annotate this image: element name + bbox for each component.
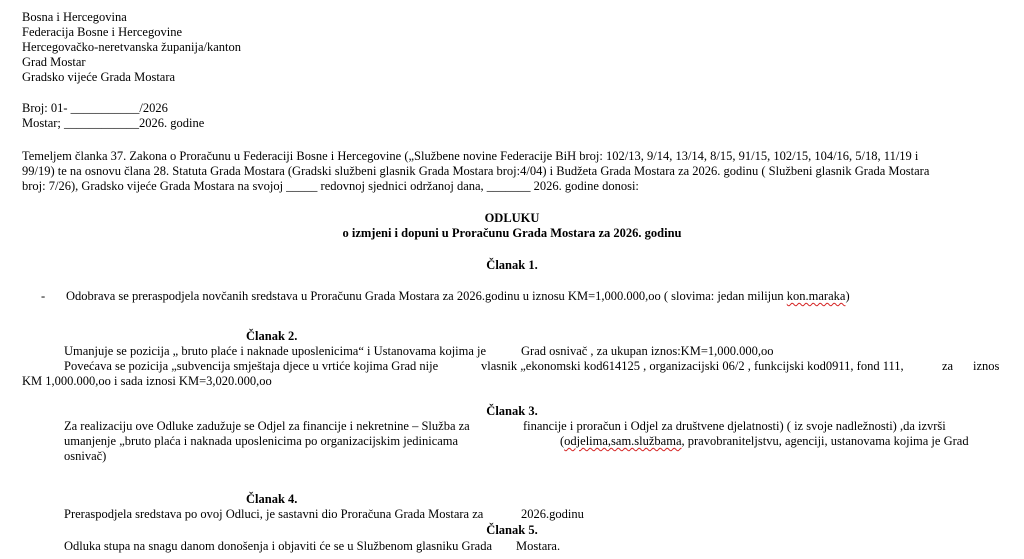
clanak-2-line-2d: iznos [973,359,1000,373]
clanak-4-line-1b: 2026.godinu [521,507,584,521]
clanak-2-line-2c: za [942,359,954,373]
clanak-2-line-1a: Umanjuje se pozicija „ bruto plaće i naknade uposlenicima“ i Ustanovama kojima je [64,344,487,358]
clanak-3-spellcheck: odjelima,sam.službama [564,434,682,448]
preamble-line-2: 99/19) te na osnovu člana 28. Statuta Grada Mostara (Gradski službeni glasnik Grada Mostara broj:4/04) i Budžeta Grada Mostara za 2026. godinu ( Službeni glasnik Grada Mostara [22,164,930,178]
clanak-4-heading: Članak 4. [246,492,298,506]
preamble-line-1: Temeljem članka 37. Zakona o Proračunu u Federaciji Bosne i Hercegovine („Službene novine Federacije BiH broj: 102/13, 9/14, 13/14, 8/15, 91/15, 102/15, 104/16, 5/18, 11/19 i [22,149,919,163]
clanak-1-text-c: ) [845,289,850,303]
clanak-1-text-spellcheck: kon.maraka [786,289,846,303]
clanak-2-line-2b: vlasnik „ekonomski kod614125 , organizacijski 06/2 , funkcijski kod0911, fond 111, [481,359,904,373]
clanak-3-line-1a: Za realizaciju ove Odluke zadužuje se Odjel za financije i nekretnine – Služba za [64,419,470,433]
clanak-3-heading: Članak 3. [486,404,538,418]
clanak-5-line-1b: Mostara. [516,539,561,553]
clanak-2-line-3: KM 1,000.000,oo i sada iznosi KM=3,020.000,oo [22,374,272,388]
clanak-5-line-1a: Odluka stupa na snagu danom donošenja i objaviti će se u Službenom glasniku Grada [64,539,493,553]
clanak-1-heading: Članak 1. [486,258,538,272]
clanak-3-line-1b: financije i proračun i Odjel za društvene djelatnosti) ( iz svoje nadležnosti) ,da izvrši [523,419,946,433]
broj-line: Broj: 01- ___________/2026 [22,101,168,115]
clanak-4-line-1a: Preraspodjela sredstava po ovoj Odluci, je sastavni dio Proračuna Grada Mostara za [64,507,484,521]
clanak-1-text [66,289,850,304]
header-line-3: Hercegovačko-neretvanska županija/kanton [22,40,241,54]
preamble-line-3: broj: 7/26), Gradsko vijeće Grada Mostara na svojoj _____ redovnoj sjednici održanoj dana, _______ 2026. godine donosi: [22,179,639,193]
clanak-2-line-1b: Grad osnivač , za ukupan iznos:KM=1,000.000,oo [521,344,774,358]
clanak-2-heading: Članak 2. [246,329,298,343]
mjesto-datum-line: Mostar; ____________2026. godine [22,116,205,130]
header-line-5: Gradsko vijeće Grada Mostara [22,70,176,84]
clanak-3-line-3: osnivač) [64,449,107,463]
document-title: ODLUKU [484,211,540,225]
clanak-1-bullet: - [41,289,46,303]
header-line-4: Grad Mostar [22,55,86,69]
header-line-2: Federacija Bosne i Hercegovine [22,25,183,39]
clanak-3-paren: ( [560,434,565,448]
clanak-3-line-2a: umanjenje „bruto plaća i naknada uposlenicima po organizacijskim jedinicama [64,434,459,448]
clanak-2-line-2a: Povećava se pozicija „subvencija smještaja djece u vrtiće kojima Grad nije [64,359,439,373]
document-subtitle: o izmjeni i dopuni u Proračunu Grada Mostara za 2026. godinu [342,226,682,240]
clanak-3-line-2b [560,434,969,449]
header-line-1: Bosna i Hercegovina [22,10,127,24]
clanak-3-line-2b-rest: , pravobraniteljstvu, agenciji, ustanovama kojima je Grad [681,434,969,448]
clanak-1-text-a: Odobrava se preraspodjela novčanih sredstava u Proračunu Grada Mostara za 2026.godinu u iznosu KM=1,000.000,oo ( slovima: jedan milijun [66,289,787,303]
clanak-5-heading: Članak 5. [486,523,538,537]
